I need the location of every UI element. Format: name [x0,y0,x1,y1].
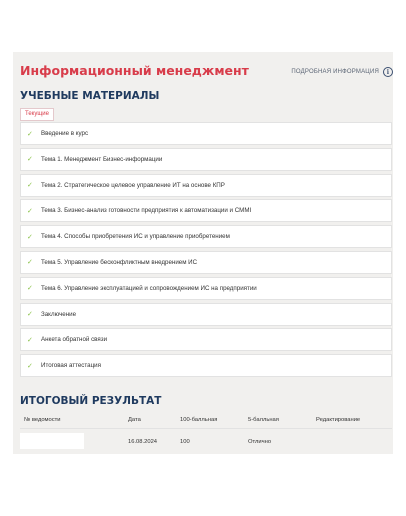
info-circle-icon[interactable]: i [383,67,393,77]
statement-number-cell [20,433,84,449]
column-header: 5-балльная [248,417,279,423]
list-item[interactable] [20,303,392,326]
column-header: Редактирование [316,417,361,423]
list-item-label: Тема 5. Управление бесконфликтным внедрением ИС [41,258,198,266]
check-icon: ✓ [27,129,33,138]
score100-cell: 100 [180,439,190,445]
more-info-link[interactable] [291,67,393,77]
list-item-label: Анкета обратной связи [41,336,108,344]
check-icon: ✓ [27,361,33,370]
materials-list [20,122,392,380]
course-title: Информационный менеджмент [20,63,249,78]
list-item-label: Тема 3. Бизнес-анализ готовности предприятия к автоматизации и CMMI [41,207,252,215]
list-item-label: Тема 2. Стратегическое целевое управление ИТ на основе КПР [41,181,225,189]
score5-cell: Отлично [248,439,272,445]
list-item-label: Тема 4. Способы приобретения ИС и управление приобретением [41,233,230,241]
column-header: Дата [128,417,141,423]
results-heading: ИТОГОВЫЙ РЕЗУЛЬТАТ [20,395,162,407]
list-item-label: Тема 1. Менеджмент Бизнес-информации [41,155,163,163]
date-cell: 16.08.2024 [128,439,158,445]
check-icon: ✓ [27,232,33,241]
results-table [20,414,392,451]
list-item-label: Введение в курс [41,130,89,137]
check-icon: ✓ [27,284,33,293]
check-icon: ✓ [27,181,33,190]
list-item[interactable] [20,199,392,222]
list-item[interactable] [20,354,392,377]
column-header: 100-балльная [180,417,218,423]
list-item[interactable] [20,174,392,197]
table-row [20,429,392,451]
check-icon: ✓ [27,155,33,164]
tab-current[interactable]: Текущие [20,108,54,121]
list-item[interactable] [20,225,392,248]
list-item-label: Итоговая аттестация [41,362,101,370]
materials-heading: УЧЕБНЫЕ МАТЕРИАЛЫ [20,90,160,102]
list-item[interactable] [20,277,392,300]
list-item[interactable] [20,122,392,145]
check-icon: ✓ [27,310,33,319]
list-item-label: Тема 6. Управление эксплуатацией и сопровождением ИС на предприятии [41,284,257,292]
list-item-label: Заключение [41,310,77,318]
more-info-label: ПОДРОБНАЯ ИНФОРМАЦИЯ [291,69,379,75]
list-item[interactable] [20,251,392,274]
check-icon: ✓ [27,206,33,215]
list-item[interactable] [20,148,392,171]
check-icon: ✓ [27,335,33,344]
check-icon: ✓ [27,258,33,267]
column-header: № ведомости [24,417,61,423]
table-header [20,414,392,429]
list-item[interactable] [20,328,392,351]
